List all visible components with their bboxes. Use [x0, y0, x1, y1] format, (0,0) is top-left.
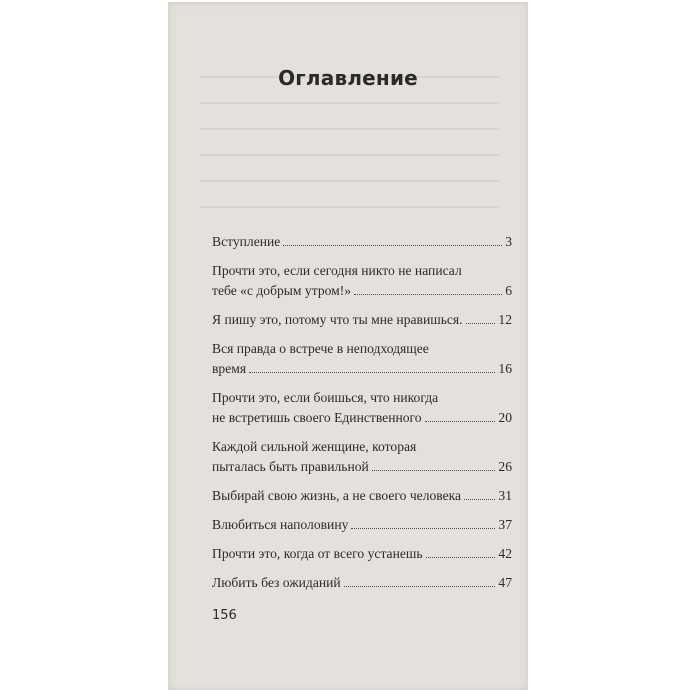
- dot-leader: [351, 528, 495, 529]
- dot-leader: [344, 586, 496, 587]
- toc-entry: [212, 388, 512, 428]
- toc-entry-title: Любить без ожиданий: [212, 575, 341, 590]
- toc-entry: [212, 544, 512, 564]
- toc-entry-title: Влюбиться наполовину: [212, 517, 349, 532]
- toc-entry-title: Прочти это, если сегодня никто не написал: [212, 263, 462, 278]
- table-of-contents: [212, 232, 512, 593]
- toc-entry-page: 31: [498, 488, 512, 503]
- toc-entry-title: Прочти это, когда от всего устанешь: [212, 546, 423, 561]
- toc-entry-title: Прочти это, если боишься, что никогда: [212, 390, 439, 405]
- dot-leader: [249, 372, 495, 373]
- toc-entry-title: Выбирай свою жизнь, а не своего человека: [212, 488, 462, 503]
- toc-entry-title-cont: тебе «с добрым утром!»: [212, 283, 352, 298]
- dot-leader: [283, 245, 502, 246]
- toc-entry: [212, 261, 512, 301]
- dot-leader: [426, 557, 496, 558]
- toc-entry-title-cont: не встретишь своего Единственного: [212, 410, 422, 425]
- toc-entry: [212, 232, 512, 252]
- toc-entry-page: 20: [498, 410, 512, 425]
- dot-leader: [372, 470, 496, 471]
- toc-entry: [212, 310, 512, 330]
- dot-leader: [354, 294, 502, 295]
- toc-entry-page: 47: [498, 575, 512, 590]
- toc-entry-title-cont: время: [212, 361, 247, 376]
- toc-entry-title-cont: пыталась быть правильной: [212, 459, 369, 474]
- toc-entry: [212, 573, 512, 593]
- toc-entry-page: 26: [498, 459, 512, 474]
- dot-leader: [464, 499, 495, 500]
- dot-leader: [425, 421, 496, 422]
- toc-entry-title: Каждой сильной женщине, которая: [212, 439, 417, 454]
- toc-entry-page: 12: [498, 312, 512, 327]
- toc-entry: [212, 339, 512, 379]
- page-title: Оглавление: [278, 66, 418, 90]
- dot-leader: [466, 323, 496, 324]
- toc-entry-title: Вступление: [212, 234, 281, 249]
- toc-entry-page: 37: [498, 517, 512, 532]
- toc-entry-title: Я пишу это, потому что ты мне нравишься.: [212, 312, 463, 327]
- toc-entry-page: 42: [498, 546, 512, 561]
- toc-entry: [212, 515, 512, 535]
- toc-entry-page: 16: [498, 361, 512, 376]
- toc-entry-title: Вся правда о встрече в неподходящее: [212, 341, 429, 356]
- toc-entry: [212, 437, 512, 477]
- toc-entry: [212, 486, 512, 506]
- page-number: 156: [212, 608, 237, 623]
- toc-entry-page: 6: [505, 283, 512, 298]
- toc-entry-page: 3: [505, 234, 512, 249]
